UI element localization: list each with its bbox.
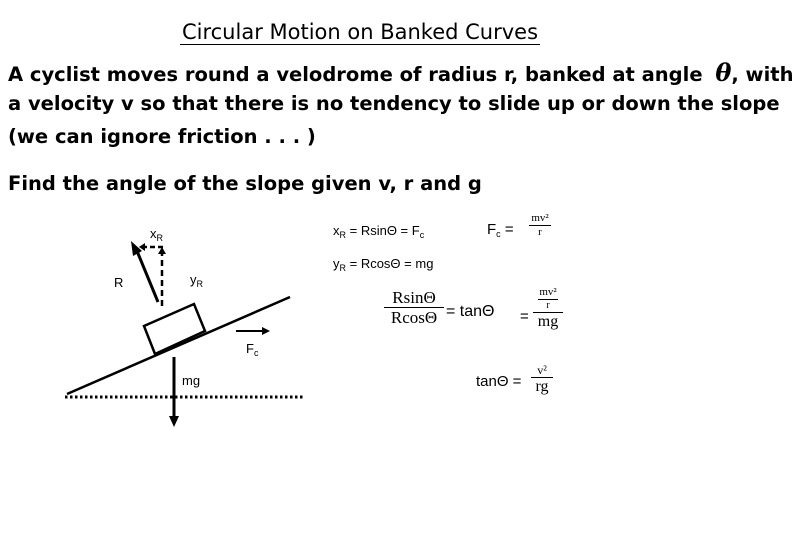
ratio-rhs-equals: = [520, 308, 529, 325]
r-label: R [114, 275, 124, 290]
mg-label: mg [182, 373, 201, 388]
ratio-rhs-denominator: mg [537, 313, 559, 330]
centripetal-force-arrowhead [262, 327, 270, 335]
equation-vertical: $y_R = Rcos\Theta$ = mg [333, 256, 434, 273]
ratio-rhs-numerator: mv² [539, 286, 557, 298]
final-fraction [531, 364, 553, 395]
fc-denominator: r [538, 226, 542, 238]
final-numerator: v² [537, 363, 547, 377]
page-title-text: Circular Motion on Banked Curves [181, 20, 539, 44]
yr-label: $y_R$ [190, 272, 203, 289]
ratio-result: = tanΘ [446, 303, 495, 320]
final-denominator: rg [535, 378, 549, 395]
xr-label: $x_R$ [150, 226, 163, 243]
normal-force-arrowhead [131, 241, 142, 256]
ratio-fraction [384, 289, 444, 326]
normal-force-arrow [137, 251, 158, 302]
ratio-numerator: RsinΘ [392, 288, 436, 307]
fc-numerator: mv² [531, 212, 549, 224]
theta-symbol: θ [715, 58, 732, 87]
problem-question: Find the angle of the slope given v, r and g [8, 172, 482, 195]
ratio-rhs-fraction [533, 287, 563, 330]
problem-line-1-text: A cyclist moves round a velodrome of radius r, banked at angle [8, 63, 703, 86]
problem-line-2: a velocity v so that there is no tendency to slide up or down the slope [8, 92, 780, 115]
ratio-rhs-inner-denominator: r [546, 300, 550, 311]
weight-arrowhead [169, 416, 179, 427]
final-lhs: tanΘ = [476, 373, 522, 390]
fc-label: $F_c$ [246, 341, 259, 358]
equation-horizontal: $x_R = Rsin\Theta = F_c$ [333, 223, 425, 240]
problem-line-1-end: , with [731, 63, 793, 86]
problem-line-3: (we can ignore friction . . . ) [8, 125, 316, 148]
ratio-denominator: RcosΘ [390, 308, 438, 327]
